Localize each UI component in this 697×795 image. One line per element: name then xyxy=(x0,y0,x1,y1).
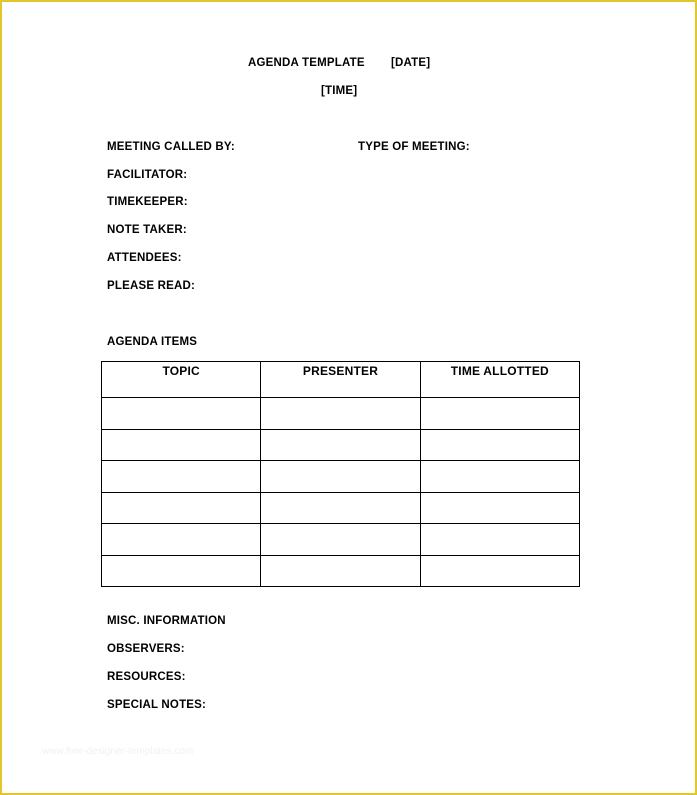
column-header-time-allotted: TIME ALLOTTED xyxy=(420,362,579,398)
table-row xyxy=(102,429,580,461)
table-cell[interactable] xyxy=(261,461,420,493)
table-row xyxy=(102,461,580,493)
column-header-topic: TOPIC xyxy=(102,362,261,398)
column-header-presenter: PRESENTER xyxy=(261,362,420,398)
table-cell[interactable] xyxy=(420,461,579,493)
table-cell[interactable] xyxy=(261,429,420,461)
document-title: AGENDA TEMPLATE xyxy=(248,57,365,69)
table-cell[interactable] xyxy=(261,555,420,587)
table-cell[interactable] xyxy=(102,492,261,524)
please-read-label: PLEASE READ: xyxy=(107,280,196,292)
table-cell[interactable] xyxy=(420,492,579,524)
observers-label: OBSERVERS: xyxy=(107,643,185,655)
special-notes-label: SPECIAL NOTES: xyxy=(107,699,207,711)
table-row xyxy=(102,398,580,430)
table-cell[interactable] xyxy=(102,461,261,493)
table-cell[interactable] xyxy=(261,398,420,430)
agenda-items-heading: AGENDA ITEMS xyxy=(107,336,198,348)
agenda-table xyxy=(101,361,580,587)
note-taker-label: NOTE TAKER: xyxy=(107,224,187,236)
facilitator-label: FACILITATOR: xyxy=(107,169,188,181)
table-cell[interactable] xyxy=(420,429,579,461)
time-placeholder: [TIME] xyxy=(321,85,358,97)
attendees-label: ATTENDEES: xyxy=(107,252,182,264)
type-of-meeting-label: TYPE OF MEETING: xyxy=(358,141,470,153)
table-cell[interactable] xyxy=(102,524,261,556)
table-cell[interactable] xyxy=(420,524,579,556)
table-cell[interactable] xyxy=(261,492,420,524)
timekeeper-label: TIMEKEEPER: xyxy=(107,196,188,208)
table-cell[interactable] xyxy=(102,429,261,461)
table-row xyxy=(102,524,580,556)
table-cell[interactable] xyxy=(261,524,420,556)
table-cell[interactable] xyxy=(420,555,579,587)
table-cell[interactable] xyxy=(102,398,261,430)
table-row xyxy=(102,492,580,524)
misc-information-heading: MISC. INFORMATION xyxy=(107,615,226,627)
resources-label: RESOURCES: xyxy=(107,671,186,683)
table-cell[interactable] xyxy=(420,398,579,430)
date-placeholder: [DATE] xyxy=(391,57,431,69)
watermark-text: www.free-designer-templates.com xyxy=(42,746,194,757)
table-row xyxy=(102,555,580,587)
meeting-called-by-label: MEETING CALLED BY: xyxy=(107,141,235,153)
table-cell[interactable] xyxy=(102,555,261,587)
agenda-table-header-row xyxy=(102,362,580,398)
